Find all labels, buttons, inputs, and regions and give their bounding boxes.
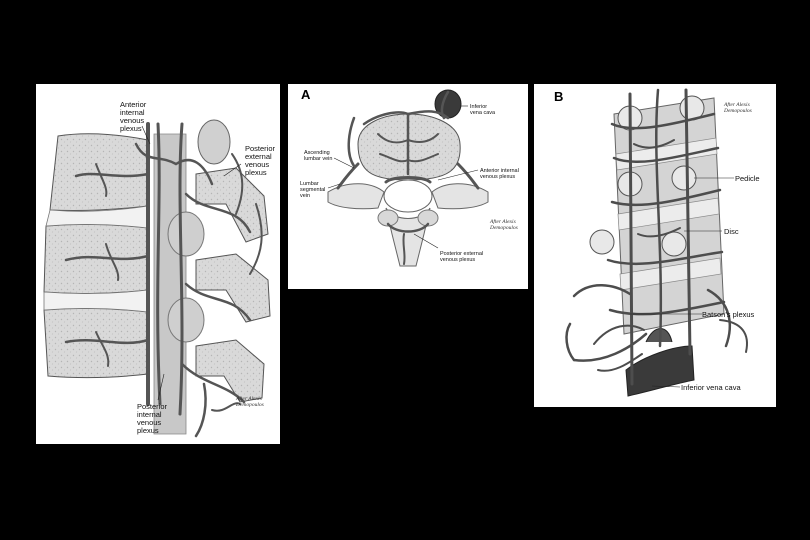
sagittal-view-panel [36, 84, 280, 444]
axial-view-panel [288, 84, 528, 289]
sagittal-spine-illustration [36, 84, 280, 444]
oblique-spine-illustration [534, 84, 776, 407]
label-ascending-lumbar-vein: Ascending lumbar vein [304, 150, 333, 162]
label-inferior-vena-cava: Inferior vena cava [681, 383, 741, 392]
label-pedicle: Pedicle [735, 174, 760, 183]
label-anterior-internal-venous-plexus: Anterior internal venous plexus [480, 168, 519, 180]
spinal-canal [384, 180, 432, 212]
label-inferior-vena-cava: Inferior vena cava [470, 104, 496, 116]
artist-credit: After Alexis Demopoulos [490, 219, 518, 231]
panel-letter-a: A [301, 87, 311, 102]
artist-credit: After Alexis Demopoulos [236, 396, 264, 408]
oblique-view-panel [534, 84, 776, 407]
label-lumbar-segmental-vein: Lumbar segmental vein [300, 181, 326, 199]
label-anterior-internal-venous-plexus: Anterior internal venous plexus [120, 100, 147, 133]
label-posterior-external-venous-plexus: Posterior external venous plexus [245, 144, 276, 177]
label-disc: Disc [724, 227, 739, 236]
label-posterior-internal-venous-plexus: Posterior internal venous plexus [137, 402, 168, 435]
label-posterior-external-venous-plexus: Posterior external venous plexus [440, 251, 484, 263]
artist-credit: After Alexis Demopoulos [724, 102, 752, 114]
panel-letter-b: B [554, 89, 564, 104]
label-batsons-plexus: Batson's plexus [702, 310, 755, 319]
